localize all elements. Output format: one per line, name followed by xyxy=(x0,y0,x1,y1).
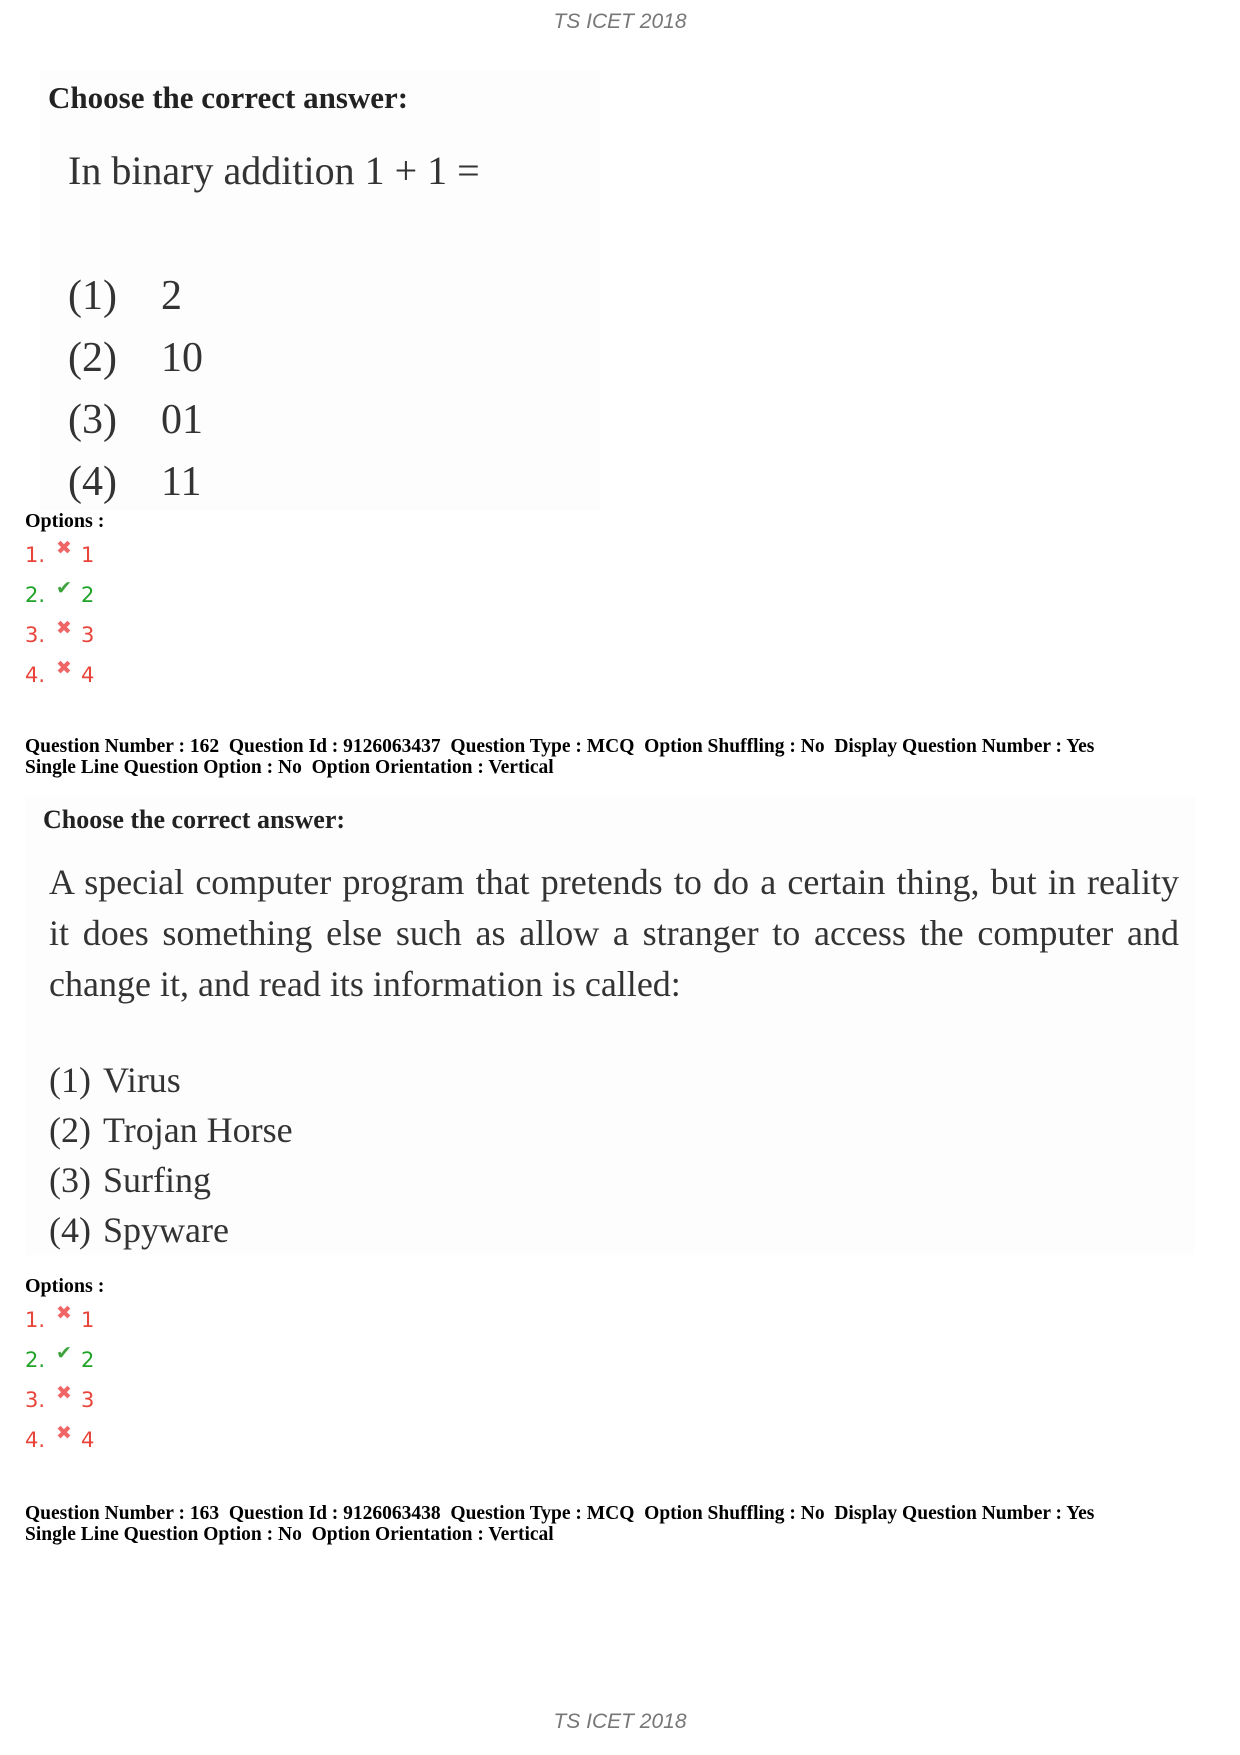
choice-item xyxy=(49,1205,293,1255)
check-icon: ✔ xyxy=(56,1342,72,1364)
choice-number: (4) xyxy=(49,1210,91,1250)
options-list xyxy=(25,535,94,695)
page-header: TS ICET 2018 xyxy=(553,10,687,33)
choice-number: (1) xyxy=(68,273,117,319)
choice-text: 2 xyxy=(161,273,182,319)
choice-number: (4) xyxy=(68,459,117,505)
option-item xyxy=(25,1420,94,1460)
meta-line: Question Number : 163 Question Id : 9126063438 Question Type : MCQ Option Shuffling : No Display Question Number : Yes xyxy=(25,1503,1095,1524)
meta-line: Single Line Question Option : No Option Orientation : Vertical xyxy=(25,1524,554,1545)
choice-text: Surfing xyxy=(102,1160,211,1200)
option-item xyxy=(25,655,94,695)
option-value: 3 xyxy=(81,1388,95,1412)
choice-number: (1) xyxy=(49,1060,91,1100)
choice-item xyxy=(49,1055,293,1105)
choice-list xyxy=(49,1055,293,1255)
choice-list xyxy=(68,265,203,513)
cross-icon: ✖ xyxy=(56,537,72,559)
check-icon: ✔ xyxy=(56,577,72,599)
option-number: 3. xyxy=(25,623,46,647)
cross-icon: ✖ xyxy=(56,1382,72,1404)
options-label: Options : xyxy=(25,1275,105,1297)
question-meta xyxy=(25,1503,1094,1545)
option-number: 2. xyxy=(25,1348,46,1372)
option-number: 1. xyxy=(25,543,46,567)
option-value: 1 xyxy=(81,543,95,567)
choice-item xyxy=(68,265,203,327)
options-list xyxy=(25,1300,94,1460)
choice-item xyxy=(68,451,203,513)
choice-number: (2) xyxy=(68,335,117,381)
choice-text: 01 xyxy=(161,397,203,443)
option-number: 4. xyxy=(25,663,46,687)
option-value: 2 xyxy=(81,1348,95,1372)
question-stem: In binary addition 1 + 1 = xyxy=(68,148,480,193)
option-value: 1 xyxy=(81,1308,95,1332)
option-value: 3 xyxy=(81,623,95,647)
meta-line: Single Line Question Option : No Option Orientation : Vertical xyxy=(25,757,554,778)
choice-text: Spyware xyxy=(102,1210,229,1250)
choice-text: 11 xyxy=(161,459,202,505)
option-number: 2. xyxy=(25,583,46,607)
choice-number: (2) xyxy=(49,1110,91,1150)
question-image-2 xyxy=(25,795,1195,1255)
question-image-1 xyxy=(40,70,600,510)
cross-icon: ✖ xyxy=(56,657,72,679)
choice-item xyxy=(49,1105,293,1155)
meta-line: Question Number : 162 Question Id : 9126063437 Question Type : MCQ Option Shuffling : No Display Question Number : Yes xyxy=(25,736,1095,757)
option-value: 2 xyxy=(81,583,95,607)
choice-number: (3) xyxy=(68,397,117,443)
option-number: 1. xyxy=(25,1308,46,1332)
cross-icon: ✖ xyxy=(56,617,72,639)
choice-item xyxy=(68,327,203,389)
question-meta xyxy=(25,736,1094,778)
choice-text: 10 xyxy=(161,335,203,381)
choice-text: Virus xyxy=(102,1060,181,1100)
question-instruction: Choose the correct answer: xyxy=(48,80,409,115)
cross-icon: ✖ xyxy=(56,1422,72,1444)
choice-number: (3) xyxy=(49,1160,91,1200)
option-value: 4 xyxy=(81,1428,95,1452)
options-label: Options : xyxy=(25,510,105,532)
question-stem: A special computer program that pretends to do a certain thing, but in reality it does something else such as allow a stranger to access the computer and change it, and read its information is called: xyxy=(49,862,1179,1004)
page-footer: TS ICET 2018 xyxy=(553,1710,687,1733)
option-value: 4 xyxy=(81,663,95,687)
cross-icon: ✖ xyxy=(56,1302,72,1324)
option-number: 4. xyxy=(25,1428,46,1452)
option-number: 3. xyxy=(25,1388,46,1412)
choice-item xyxy=(49,1155,293,1205)
question-instruction: Choose the correct answer: xyxy=(43,805,346,834)
choice-item xyxy=(68,389,203,451)
choice-text: Trojan Horse xyxy=(102,1110,293,1150)
